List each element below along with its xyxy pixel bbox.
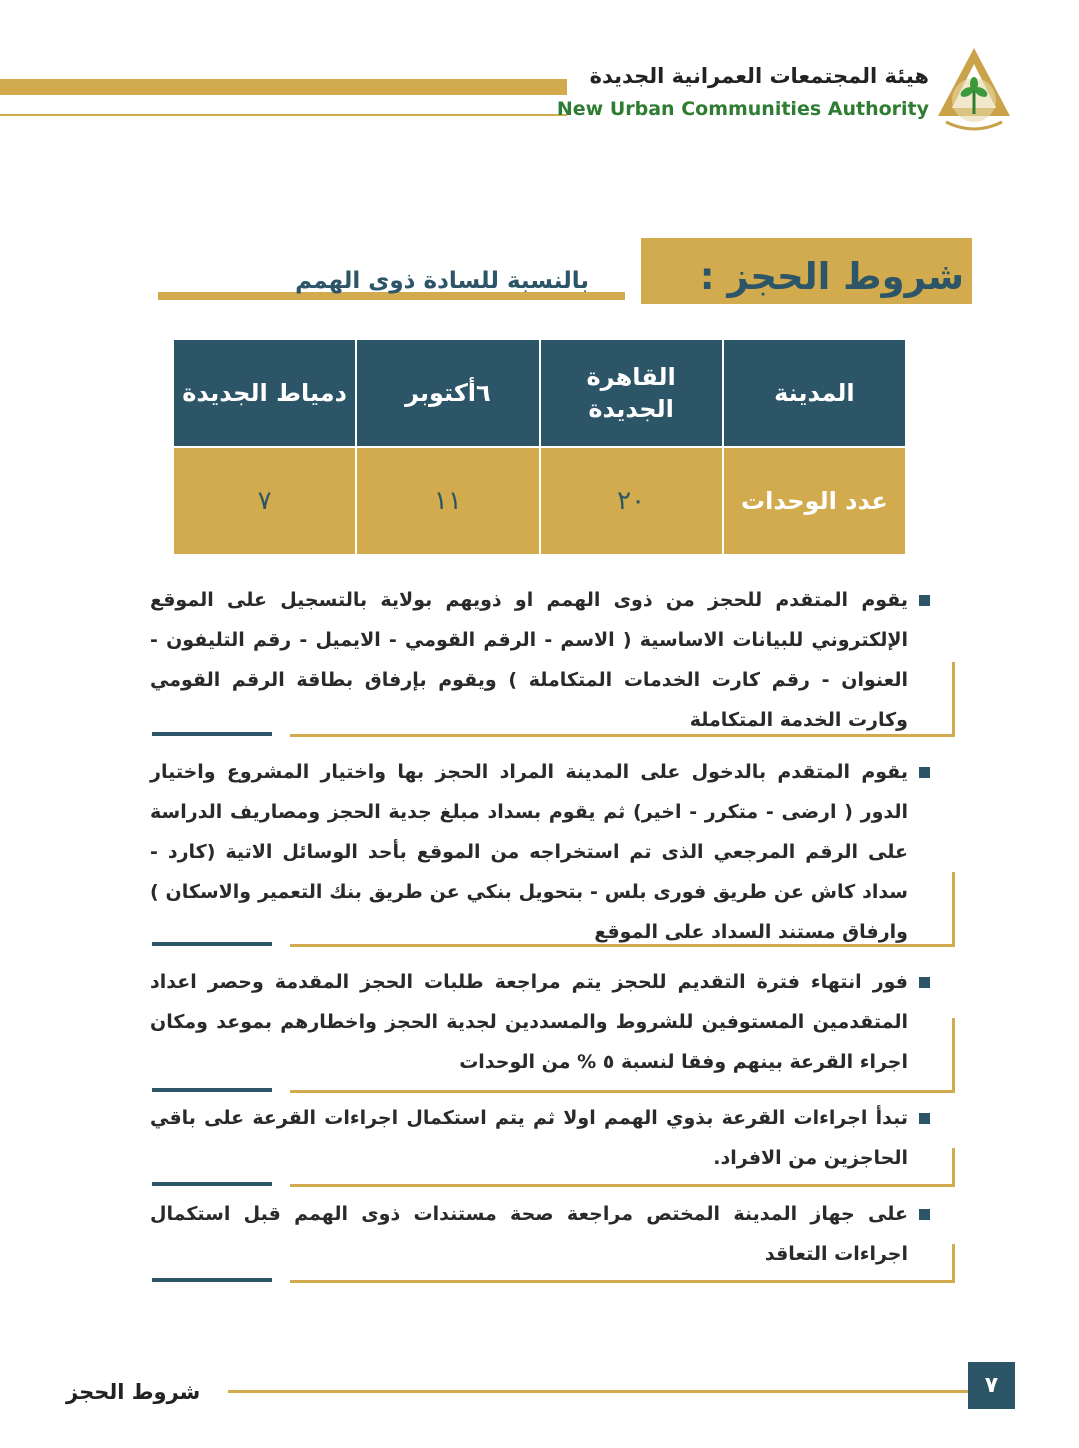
- list-item: [150, 580, 930, 740]
- bullet-text: فور انتهاء فترة التقديم للحجز يتم مراجعة طلبات الحجز المقدمة وحصر اعداد المتقدمين المستوفين للشروط والمسددين لجدية الحجز واخطارهم بموعد ومكان اجراء القرعة بينهم وفقا لنسبة ٥ % من الوحدات: [150, 962, 930, 1082]
- table-header-cell: المدينة: [723, 339, 906, 447]
- org-name-english: New Urban Communities Authority: [556, 98, 929, 120]
- bullet-text: يقوم المتقدم للحجز من ذوى الهمم او ذويهم بولاية بالتسجيل على الموقع الإلكتروني للبيانات الاساسية ( الاسم - الرقم القومي - الايميل - رقم التليفون - العنوان - رقم كارت الخدمات المتكاملة ) ويقوم بإرفاق بطاقة الرقم القومي وكارت الخدمة المتكاملة: [150, 580, 930, 740]
- nuca-logo-icon: [934, 44, 1014, 136]
- list-item: [150, 962, 930, 1082]
- bullet-text: على جهاز المدينة المختص مراجعة صحة مستندات ذوى الهمم قبل استكمال اجراءات التعاقد: [150, 1194, 930, 1274]
- list-item: [150, 752, 930, 952]
- table-cell: ١١: [356, 447, 539, 555]
- table-header-cell: دمياط الجديدة: [173, 339, 356, 447]
- table-header-cell: القاهرة الجديدة: [540, 339, 723, 447]
- org-name-arabic: هيئة المجتمعات العمرانية الجديدة: [589, 64, 929, 88]
- page-title: شروط الحجز :: [699, 255, 964, 298]
- page-subtitle: بالنسبة للسادة ذوى الهمم: [295, 268, 589, 294]
- footer-line: [228, 1390, 968, 1393]
- page-number: ٧: [968, 1362, 1015, 1409]
- units-table: [172, 338, 907, 556]
- table-row-label: عدد الوحدات: [723, 447, 906, 555]
- bullet-dash: [152, 1182, 272, 1186]
- list-item: [150, 1098, 930, 1178]
- bullet-dash: [152, 1088, 272, 1092]
- table-header-cell: ٦أكتوبر: [356, 339, 539, 447]
- header-gold-line: [0, 114, 567, 116]
- bullet-text: يقوم المتقدم بالدخول على المدينة المراد الحجز بها واختيار المشروع واختيار الدور ( ارضى - متكرر - اخير) ثم يقوم بسداد مبلغ جدية الحجز ومصاريف الدراسة على الرقم المرجعي الذى تم استخراجه من الموقع بأحد الوسائل الاتية (كارد - سداد كاش عن طريق فورى بلس - بتحويل بنكي عن طريق بنك التعمير والاسكان ) وارفاق مستند السداد على الموقع: [150, 752, 930, 952]
- bullet-text: تبدأ اجراءات القرعة بذوي الهمم اولا ثم يتم استكمال اجراءات القرعة على باقي الحاجزين من الافراد.: [150, 1098, 930, 1178]
- bullet-dash: [152, 1278, 272, 1282]
- header-gold-bar: [0, 79, 567, 95]
- table-cell: ٧: [173, 447, 356, 555]
- table-header-row: [173, 339, 906, 447]
- table-row: [173, 447, 906, 555]
- table-cell: ٢٠: [540, 447, 723, 555]
- list-item: [150, 1194, 930, 1274]
- footer-section-title: شروط الحجز: [66, 1380, 201, 1404]
